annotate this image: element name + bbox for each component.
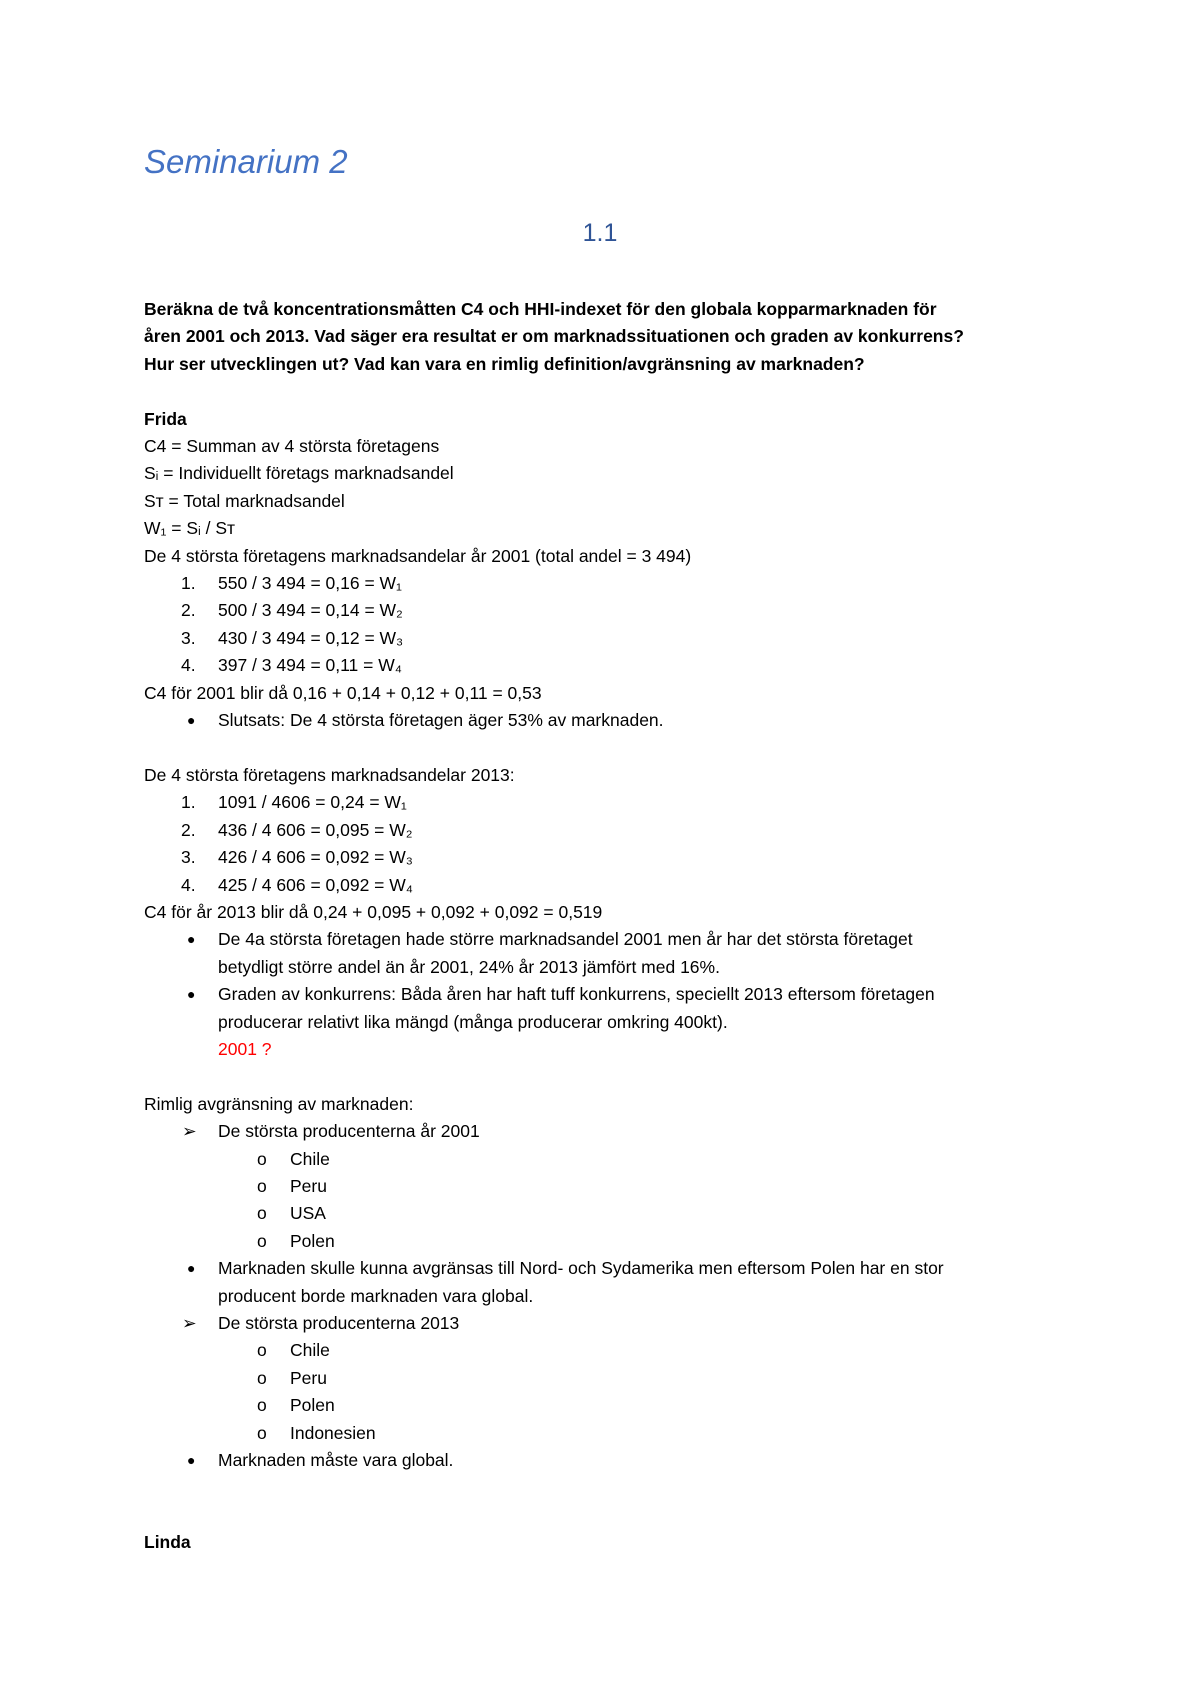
list-text: 1091 / 4606 = 0,24 = W₁ xyxy=(218,792,407,813)
country-name: Peru xyxy=(290,1175,327,1196)
list-number: 4. xyxy=(181,655,196,676)
definition-line: Sᴛ = Total marknadsandel xyxy=(144,490,345,511)
list-number: 2. xyxy=(181,600,196,621)
sub-item xyxy=(144,1146,1074,1173)
circle-bullet-icon: o xyxy=(257,1367,267,1388)
country-name: Polen xyxy=(290,1230,335,1251)
country-name: USA xyxy=(290,1203,326,1224)
sub-item xyxy=(144,1200,1074,1227)
bullet-text: Marknaden skulle kunna avgränsas till Nord- och Sydamerika men eftersom Polen har en stor xyxy=(218,1258,944,1279)
sub-item xyxy=(144,1337,1074,1364)
country-name: Polen xyxy=(290,1395,335,1416)
circle-bullet-icon: o xyxy=(257,1203,267,1224)
bullet-item xyxy=(144,1447,1074,1474)
list-number: 2. xyxy=(181,819,196,840)
list-number: 1. xyxy=(181,573,196,594)
list-number: 4. xyxy=(181,874,196,895)
circle-bullet-icon: o xyxy=(257,1175,267,1196)
page-title: Seminarium 2 xyxy=(144,143,348,180)
bullet-text: producent borde marknaden vara global. xyxy=(218,1285,534,1306)
bullet-icon: ● xyxy=(187,1452,196,1469)
bullet-continuation xyxy=(144,1009,1074,1036)
bullet-icon: ● xyxy=(187,712,196,729)
bullet-icon: ● xyxy=(187,931,196,948)
list-text: 436 / 4 606 = 0,095 = W₂ xyxy=(218,819,413,840)
arrow-bullet-icon: ➢ xyxy=(182,1312,197,1333)
arrow-item xyxy=(144,1310,1074,1337)
list-text: 425 / 4 606 = 0,092 = W₄ xyxy=(218,874,413,895)
arrow-bullet-icon: ➢ xyxy=(182,1121,197,1142)
spacer xyxy=(144,1474,1074,1501)
author-linda: Linda xyxy=(144,1532,191,1553)
arrow-item xyxy=(144,1118,1074,1145)
sub-item xyxy=(144,1173,1074,1200)
circle-bullet-icon: o xyxy=(257,1422,267,1443)
document-body xyxy=(144,296,1074,1557)
spacer xyxy=(144,1063,1074,1090)
sub-item xyxy=(144,1392,1074,1419)
country-name: Peru xyxy=(290,1367,327,1388)
arrow-text: De största producenterna år 2001 xyxy=(218,1121,480,1142)
list-item xyxy=(144,597,1074,624)
bullet-icon: ● xyxy=(187,986,196,1003)
bullet-text: producerar relativt lika mängd (många producerar omkring 400kt). xyxy=(218,1011,728,1032)
intro-2001: De 4 största företagens marknadsandelar år 2001 (total andel = 3 494) xyxy=(144,545,692,566)
list-item xyxy=(144,570,1074,597)
list-item xyxy=(144,844,1074,871)
bullet-continuation xyxy=(144,1283,1074,1310)
bullet-text: De 4a största företagen hade större marknadsandel 2001 men år har det största företaget xyxy=(218,929,913,950)
sub-item xyxy=(144,1365,1074,1392)
question-block xyxy=(144,296,1074,378)
circle-bullet-icon: o xyxy=(257,1395,267,1416)
sub-item xyxy=(144,1228,1074,1255)
bullet-text: Marknaden måste vara global. xyxy=(218,1450,454,1471)
list-text: 430 / 3 494 = 0,12 = W₃ xyxy=(218,627,404,648)
list-item xyxy=(144,789,1074,816)
list-item xyxy=(144,872,1074,899)
definition-line: W₁ = Sᵢ / Sᴛ xyxy=(144,518,236,539)
definition-line: C4 = Summan av 4 största företagens xyxy=(144,436,440,457)
list-text: 550 / 3 494 = 0,16 = W₁ xyxy=(218,573,402,594)
spacer xyxy=(144,378,1074,405)
market-heading: Rimlig avgränsning av marknaden: xyxy=(144,1093,414,1114)
c4-2001: C4 för 2001 blir då 0,16 + 0,14 + 0,12 + 0,11 = 0,53 xyxy=(144,682,542,703)
list-number: 1. xyxy=(181,792,196,813)
author-frida: Frida xyxy=(144,408,187,429)
list-item xyxy=(144,625,1074,652)
bullet-icon: ● xyxy=(187,1260,196,1277)
sub-item xyxy=(144,1420,1074,1447)
section-heading: 1.1 xyxy=(582,219,618,247)
question-line: åren 2001 och 2013. Vad säger era resultat er om marknadssituationen och graden av konkurrens? xyxy=(144,326,964,347)
country-name: Chile xyxy=(290,1340,330,1361)
list-number: 3. xyxy=(181,847,196,868)
question-line: Hur ser utvecklingen ut? Vad kan vara en rimlig definition/avgränsning av marknaden? xyxy=(144,353,865,374)
spacer xyxy=(144,734,1074,761)
bullet-text: betydligt större andel än år 2001, 24% år 2013 jämfört med 16%. xyxy=(218,956,720,977)
list-number: 3. xyxy=(181,627,196,648)
question-line: Beräkna de två koncentrationsmåtten C4 och HHI-indexet för den globala kopparmarknaden för xyxy=(144,299,937,319)
definition-line: Sᵢ = Individuellt företags marknadsandel xyxy=(144,463,454,484)
red-note: 2001 ? xyxy=(218,1038,272,1059)
list-item xyxy=(144,652,1074,679)
bullet-item xyxy=(144,707,1074,734)
spacer xyxy=(144,1502,1074,1529)
bullet-continuation xyxy=(144,954,1074,981)
arrow-text: De största producenterna 2013 xyxy=(218,1312,460,1333)
intro-2013: De 4 största företagens marknadsandelar 2013: xyxy=(144,764,515,785)
circle-bullet-icon: o xyxy=(257,1148,267,1169)
bullet-item xyxy=(144,926,1074,953)
c4-2013: C4 för år 2013 blir då 0,24 + 0,095 + 0,092 + 0,092 = 0,519 xyxy=(144,901,603,922)
list-text: 426 / 4 606 = 0,092 = W₃ xyxy=(218,847,413,868)
circle-bullet-icon: o xyxy=(257,1340,267,1361)
country-name: Indonesien xyxy=(290,1422,376,1443)
bullet-item xyxy=(144,1255,1074,1282)
bullet-text: Graden av konkurrens: Båda åren har haft tuff konkurrens, speciellt 2013 eftersom företagen xyxy=(218,984,935,1005)
list-item xyxy=(144,817,1074,844)
bullet-text: Slutsats: De 4 största företagen äger 53% av marknaden. xyxy=(218,710,664,731)
bullet-item xyxy=(144,981,1074,1008)
list-text: 397 / 3 494 = 0,11 = W₄ xyxy=(218,655,402,676)
list-text: 500 / 3 494 = 0,14 = W₂ xyxy=(218,600,403,621)
red-note-row xyxy=(144,1036,1074,1063)
country-name: Chile xyxy=(290,1148,330,1169)
circle-bullet-icon: o xyxy=(257,1230,267,1251)
